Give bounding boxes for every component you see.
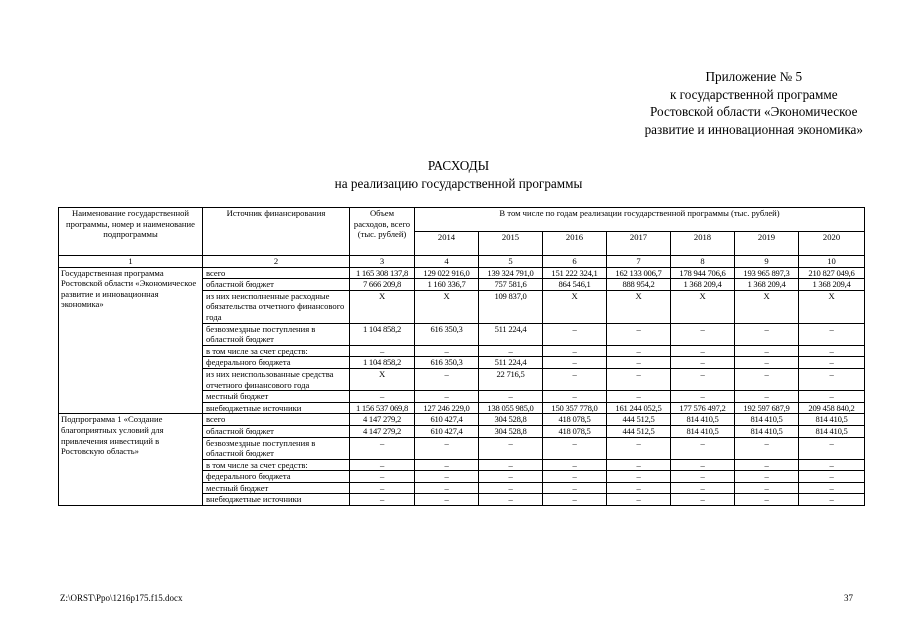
year-value-cell: – — [799, 323, 865, 345]
year-value-cell: 814 410,5 — [799, 425, 865, 437]
year-value-cell: – — [415, 459, 479, 471]
year-value-cell: 616 350,3 — [415, 357, 479, 369]
column-number: 8 — [671, 256, 735, 268]
year-value-cell: 109 837,0 — [479, 290, 543, 323]
year-value-cell: – — [479, 471, 543, 483]
funding-source-cell: из них неиспользованные средства отчетного финансового года — [203, 368, 350, 390]
year-value-cell: – — [543, 471, 607, 483]
total-value-cell: 7 666 209,8 — [350, 279, 415, 291]
year-value-cell: Х — [735, 290, 799, 323]
year-value-cell: 209 458 840,2 — [799, 402, 865, 414]
year-value-cell: – — [799, 357, 865, 369]
column-number: 9 — [735, 256, 799, 268]
year-value-cell: – — [607, 391, 671, 403]
total-value-cell: 1 165 308 137,8 — [350, 267, 415, 279]
header-year: 2014 — [415, 232, 479, 256]
year-value-cell: – — [479, 391, 543, 403]
year-value-cell: 177 576 497,2 — [671, 402, 735, 414]
year-value-cell: 814 410,5 — [671, 414, 735, 426]
column-numbers-row — [59, 256, 865, 268]
year-value-cell: 814 410,5 — [671, 425, 735, 437]
year-value-cell: – — [543, 494, 607, 506]
year-value-cell: – — [735, 345, 799, 357]
total-value-cell: – — [350, 471, 415, 483]
document-title — [0, 157, 905, 192]
header-year: 2017 — [607, 232, 671, 256]
total-value-cell: Х — [350, 290, 415, 323]
program-name-cell: Подпрограмма 1 «Создание благоприятных условий для привлечения инвестиций в Ростовскую область» — [59, 414, 203, 506]
funding-source-cell: местный бюджет — [203, 482, 350, 494]
total-value-cell: – — [350, 437, 415, 459]
year-value-cell: – — [735, 471, 799, 483]
year-value-cell: 151 222 324,1 — [543, 267, 607, 279]
title-line-2: на реализацию государственной программы — [334, 175, 583, 191]
header-volume: Объем расходов, всего (тыс. рублей) — [350, 208, 415, 256]
total-value-cell: 4 147 279,2 — [350, 425, 415, 437]
year-value-cell: – — [415, 368, 479, 390]
year-value-cell: – — [607, 323, 671, 345]
year-value-cell: 178 944 706,6 — [671, 267, 735, 279]
year-value-cell: 1 368 209,4 — [735, 279, 799, 291]
year-value-cell: – — [543, 357, 607, 369]
total-value-cell: 1 104 858,2 — [350, 323, 415, 345]
year-value-cell: 161 244 052,5 — [607, 402, 671, 414]
expenses-table — [58, 207, 865, 506]
year-value-cell: – — [735, 459, 799, 471]
appendix-block — [645, 68, 863, 138]
header-source: Источник финансирования — [203, 208, 350, 256]
table-row — [59, 267, 865, 279]
column-number: 10 — [799, 256, 865, 268]
funding-source-cell: безвозмездные поступления в областной бюджет — [203, 437, 350, 459]
year-value-cell: – — [799, 437, 865, 459]
year-value-cell: – — [607, 471, 671, 483]
column-number: 6 — [543, 256, 607, 268]
year-value-cell: 138 055 985,0 — [479, 402, 543, 414]
footer-page-number: 37 — [844, 593, 853, 603]
year-value-cell: – — [479, 345, 543, 357]
year-value-cell: – — [543, 345, 607, 357]
funding-source-cell: внебюджетные источники — [203, 402, 350, 414]
year-value-cell: 616 350,3 — [415, 323, 479, 345]
year-value-cell: – — [415, 471, 479, 483]
year-value-cell: Х — [607, 290, 671, 323]
year-value-cell: – — [415, 482, 479, 494]
year-value-cell: – — [479, 459, 543, 471]
year-value-cell: – — [543, 323, 607, 345]
column-number: 2 — [203, 256, 350, 268]
appendix-line: развитие и инновационная экономика» — [644, 121, 863, 137]
column-number: 1 — [59, 256, 203, 268]
year-value-cell: 139 324 791,0 — [479, 267, 543, 279]
total-value-cell: Х — [350, 368, 415, 390]
total-value-cell: – — [350, 391, 415, 403]
year-value-cell: 22 716,5 — [479, 368, 543, 390]
total-value-cell: 4 147 279,2 — [350, 414, 415, 426]
year-value-cell: – — [735, 482, 799, 494]
footer-file-path: Z:\ORST\Ppo\1216p175.f15.docx — [60, 593, 183, 603]
year-value-cell: – — [607, 437, 671, 459]
appendix-line: к государственной программе — [669, 86, 838, 102]
header-year: 2018 — [671, 232, 735, 256]
year-value-cell: – — [543, 391, 607, 403]
funding-source-cell: федерального бюджета — [203, 357, 350, 369]
header-name: Наименование государственной программы, номер и наименование подпрограммы — [59, 208, 203, 256]
year-value-cell: – — [799, 459, 865, 471]
year-value-cell: – — [415, 345, 479, 357]
year-value-cell: – — [543, 368, 607, 390]
year-value-cell: – — [607, 345, 671, 357]
year-value-cell: – — [607, 494, 671, 506]
year-value-cell: 888 954,2 — [607, 279, 671, 291]
header-by-years: В том числе по годам реализации государственной программы (тыс. рублей) — [415, 208, 865, 232]
year-value-cell: 304 528,8 — [479, 425, 543, 437]
year-value-cell: 511 224,4 — [479, 323, 543, 345]
year-value-cell: – — [799, 494, 865, 506]
year-value-cell: – — [479, 482, 543, 494]
funding-source-cell: федерального бюджета — [203, 471, 350, 483]
year-value-cell: 210 827 049,6 — [799, 267, 865, 279]
year-value-cell: – — [799, 368, 865, 390]
year-value-cell: 127 246 229,0 — [415, 402, 479, 414]
header-year: 2016 — [543, 232, 607, 256]
year-value-cell: 757 581,6 — [479, 279, 543, 291]
year-value-cell: 511 224,4 — [479, 357, 543, 369]
year-value-cell: – — [415, 437, 479, 459]
year-value-cell: 814 410,5 — [799, 414, 865, 426]
year-value-cell: – — [735, 323, 799, 345]
year-value-cell: 129 022 916,0 — [415, 267, 479, 279]
year-value-cell: – — [671, 345, 735, 357]
year-value-cell: – — [607, 368, 671, 390]
year-value-cell: – — [735, 391, 799, 403]
year-value-cell: Х — [671, 290, 735, 323]
table-row — [59, 414, 865, 426]
funding-source-cell: областной бюджет — [203, 279, 350, 291]
year-value-cell: – — [735, 437, 799, 459]
year-value-cell: – — [671, 357, 735, 369]
year-value-cell: – — [607, 482, 671, 494]
year-value-cell: 418 078,5 — [543, 414, 607, 426]
year-value-cell: 193 965 897,3 — [735, 267, 799, 279]
header-year: 2020 — [799, 232, 865, 256]
year-value-cell: – — [671, 471, 735, 483]
year-value-cell: – — [799, 482, 865, 494]
year-value-cell: 162 133 006,7 — [607, 267, 671, 279]
year-value-cell: – — [799, 471, 865, 483]
year-value-cell: 864 546,1 — [543, 279, 607, 291]
year-value-cell: 192 597 687,9 — [735, 402, 799, 414]
funding-source-cell: областной бюджет — [203, 425, 350, 437]
funding-source-cell: в том числе за счет средств: — [203, 345, 350, 357]
year-value-cell: Х — [415, 290, 479, 323]
appendix-line: Приложение № 5 — [705, 69, 803, 84]
year-value-cell: 1 160 336,7 — [415, 279, 479, 291]
year-value-cell: 814 410,5 — [735, 414, 799, 426]
program-name-cell: Государственная программа Ростовской области «Экономическое развитие и инновационная экономика» — [59, 267, 203, 414]
funding-source-cell: всего — [203, 414, 350, 426]
funding-source-cell: из них неисполненные расходные обязательства отчетного финансового года — [203, 290, 350, 323]
total-value-cell: – — [350, 459, 415, 471]
funding-source-cell: всего — [203, 267, 350, 279]
funding-source-cell: внебюджетные источники — [203, 494, 350, 506]
year-value-cell: – — [607, 357, 671, 369]
year-value-cell: – — [543, 437, 607, 459]
year-value-cell: – — [415, 391, 479, 403]
funding-source-cell: в том числе за счет средств: — [203, 459, 350, 471]
total-value-cell: – — [350, 494, 415, 506]
year-value-cell: – — [735, 357, 799, 369]
year-value-cell: – — [543, 482, 607, 494]
year-value-cell: – — [479, 437, 543, 459]
total-value-cell: 1 156 537 069,8 — [350, 402, 415, 414]
total-value-cell: 1 104 858,2 — [350, 357, 415, 369]
year-value-cell: 814 410,5 — [735, 425, 799, 437]
year-value-cell: – — [799, 391, 865, 403]
year-value-cell: – — [479, 494, 543, 506]
year-value-cell: 444 512,5 — [607, 425, 671, 437]
year-value-cell: – — [671, 459, 735, 471]
year-value-cell: – — [671, 494, 735, 506]
year-value-cell: 304 528,8 — [479, 414, 543, 426]
year-value-cell: 1 368 209,4 — [799, 279, 865, 291]
year-value-cell: – — [799, 345, 865, 357]
year-value-cell: – — [671, 391, 735, 403]
year-value-cell: – — [415, 494, 479, 506]
column-number: 5 — [479, 256, 543, 268]
year-value-cell: – — [671, 482, 735, 494]
funding-source-cell: местный бюджет — [203, 391, 350, 403]
appendix-line: Ростовской области «Экономическое — [650, 104, 858, 119]
year-value-cell: 610 427,4 — [415, 414, 479, 426]
year-value-cell: Х — [543, 290, 607, 323]
year-value-cell: – — [607, 459, 671, 471]
year-value-cell: 444 512,5 — [607, 414, 671, 426]
header-year: 2015 — [479, 232, 543, 256]
total-value-cell: – — [350, 345, 415, 357]
year-value-cell: Х — [799, 290, 865, 323]
funding-source-cell: безвозмездные поступления в областной бюджет — [203, 323, 350, 345]
title-line-1: РАСХОДЫ — [427, 158, 490, 173]
year-value-cell: – — [671, 368, 735, 390]
year-value-cell: 1 368 209,4 — [671, 279, 735, 291]
year-value-cell: – — [735, 494, 799, 506]
year-value-cell: 610 427,4 — [415, 425, 479, 437]
year-value-cell: 418 078,5 — [543, 425, 607, 437]
column-number: 3 — [350, 256, 415, 268]
year-value-cell: – — [671, 437, 735, 459]
column-number: 4 — [415, 256, 479, 268]
year-value-cell: – — [671, 323, 735, 345]
year-value-cell: – — [735, 368, 799, 390]
column-number: 7 — [607, 256, 671, 268]
total-value-cell: – — [350, 482, 415, 494]
year-value-cell: 150 357 778,0 — [543, 402, 607, 414]
header-year: 2019 — [735, 232, 799, 256]
year-value-cell: – — [543, 459, 607, 471]
